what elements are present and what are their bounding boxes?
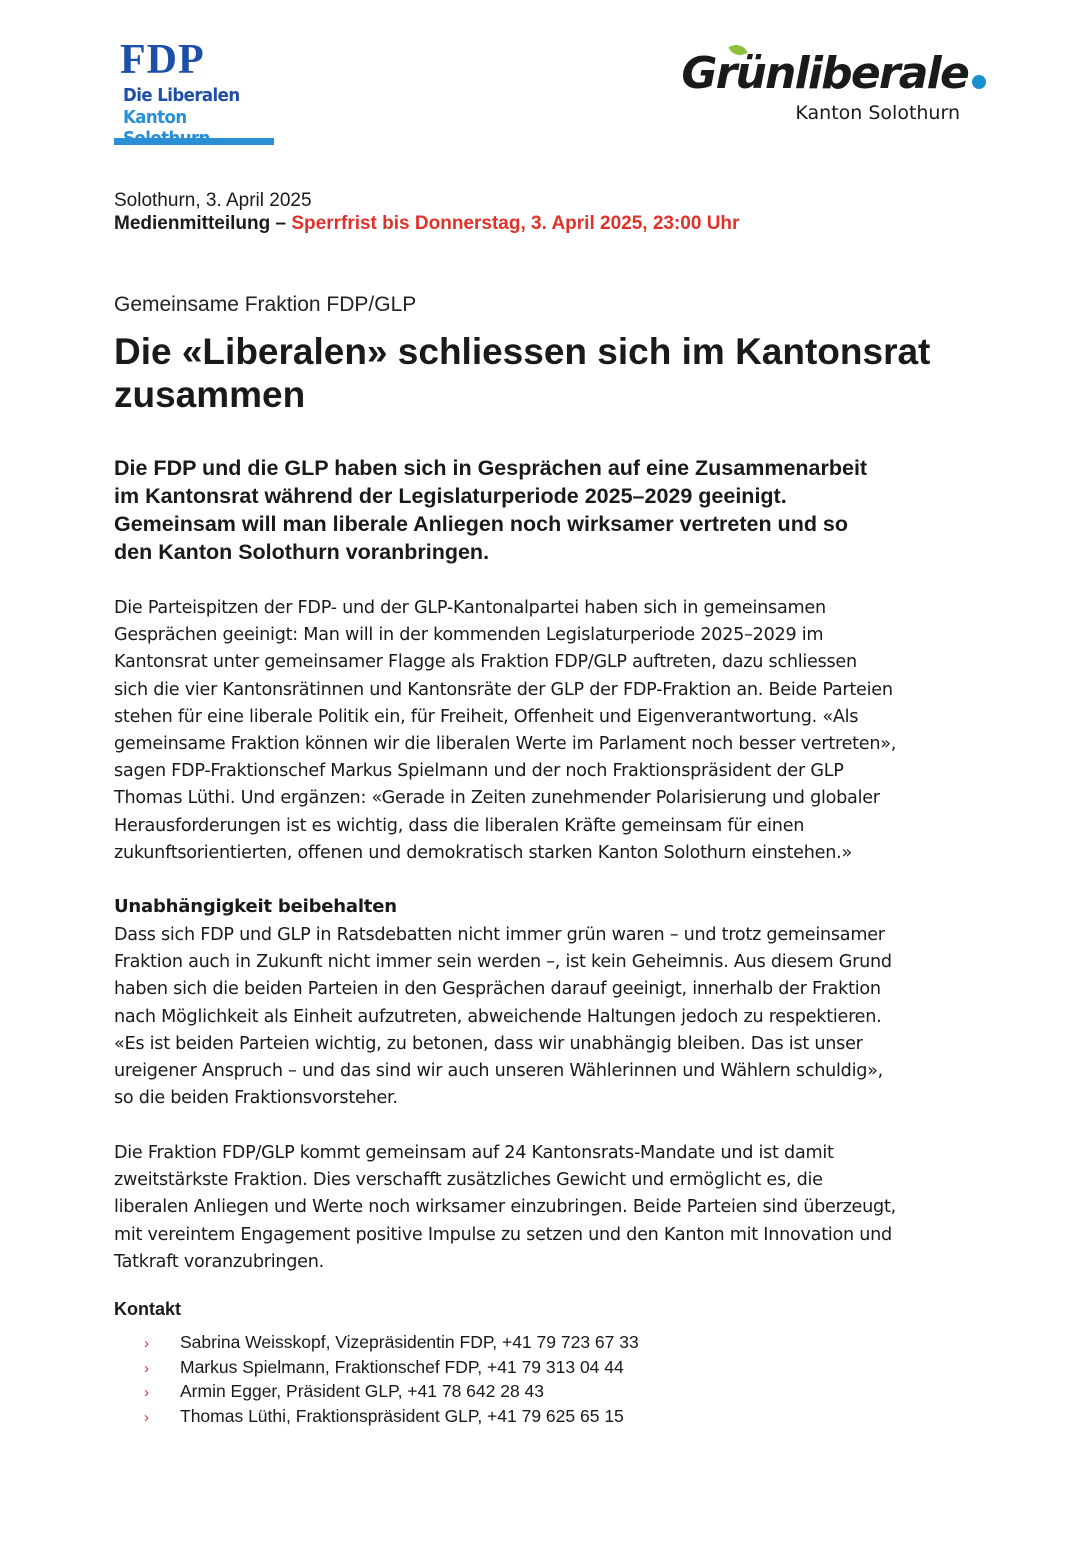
- section-subheading: Unabhängigkeit beibehalten: [114, 896, 397, 917]
- dot-icon: [972, 75, 986, 89]
- headline-line: Die «Liberalen» schliessen sich im Kantonsrat: [114, 331, 931, 372]
- text-line: Tatkraft voranzubringen.: [114, 1251, 324, 1272]
- contact-text: Markus Spielmann, Fraktionschef FDP, +41 79 313 04 44: [180, 1356, 624, 1377]
- chevron-right-icon: ›: [144, 1335, 149, 1352]
- release-type-line: [114, 213, 739, 235]
- glp-logo-wordmark: Grünliberale: [681, 48, 968, 99]
- kicker: Gemeinsame Fraktion FDP/GLP: [114, 293, 417, 316]
- text-line: Thomas Lüthi. Und ergänzen: «Gerade in Zeiten zunehmender Polarisierung und globaler: [114, 788, 880, 809]
- chevron-right-icon: ›: [144, 1359, 149, 1377]
- fdp-logo: [114, 37, 276, 150]
- contact-item: [144, 1356, 639, 1381]
- text-line: zweitstärkste Fraktion. Dies verschafft zusätzliches Gewicht und ermöglicht es, die: [114, 1170, 823, 1191]
- text-line: stehen für eine liberale Politik ein, für Freiheit, Offenheit und Eigenverantwortung. «Als: [114, 706, 859, 727]
- text-line: ureigener Anspruch – und das sind wir auch unseren Wählerinnen und Wählern schuldig»,: [114, 1061, 884, 1082]
- lead-paragraph: [114, 454, 994, 566]
- text-line: liberalen Anliegen und Werte noch wirksamer einzubringen. Beide Parteien sind überzeugt,: [114, 1197, 896, 1218]
- text-line: Fraktion auch in Zukunft nicht immer sein werden –, ist kein Geheimnis. Aus diesem Grund: [114, 952, 892, 973]
- fdp-logo-wordmark: FDP: [120, 37, 205, 83]
- text-line: zukunftsorientierten, offenen und demokratisch starken Kanton Solothurn einstehen.»: [114, 842, 852, 863]
- body-paragraph-3: [114, 1140, 994, 1276]
- fdp-logo-line1: Die Liberalen: [123, 85, 240, 106]
- contact-text: Armin Egger, Präsident GLP, +41 78 642 28 43: [180, 1381, 545, 1402]
- chevron-right-icon: ›: [144, 1409, 149, 1427]
- headline-line: zusammen: [114, 374, 306, 415]
- release-type-label: Medienmitteilung –: [114, 213, 292, 234]
- glp-logo: [656, 44, 986, 134]
- text-line: Dass sich FDP und GLP in Ratsdebatten nicht immer grün waren – und trotz gemeinsamer: [114, 925, 885, 945]
- text-line: «Es ist beiden Parteien wichtig, zu betonen, dass wir unabhängig bleiben. Das ist unser: [114, 1033, 863, 1054]
- dateline: Solothurn, 3. April 2025: [114, 190, 312, 211]
- lead-line: Die FDP und die GLP haben sich in Gesprächen auf eine Zusammenarbeit: [114, 456, 868, 480]
- lead-line: im Kantonsrat während der Legislaturperiode 2025–2029 geeinigt.: [114, 484, 787, 508]
- text-line: gemeinsame Fraktion können wir die liberalen Werte im Parlament noch besser vertreten»,: [114, 734, 897, 755]
- fdp-logo-line2: Kanton: [123, 107, 187, 128]
- text-line: so die beiden Fraktionsvorsteher.: [114, 1088, 398, 1109]
- text-line: Herausforderungen ist es wichtig, dass die liberalen Kräfte gemeinsam für einen: [114, 815, 805, 836]
- body-paragraph-1: [114, 595, 994, 867]
- text-line: Die Parteispitzen der FDP- und der GLP-Kantonalpartei haben sich in gemeinsamen: [114, 598, 826, 618]
- contact-item: [144, 1405, 639, 1430]
- chevron-right-icon: ›: [144, 1384, 149, 1402]
- text-line: sagen FDP-Fraktionschef Markus Spielmann und der noch Fraktionspräsident der GLP: [114, 761, 844, 782]
- lead-line: den Kanton Solothurn voranbringen.: [114, 540, 490, 564]
- lead-line: Gemeinsam will man liberale Anliegen noch wirksamer vertreten und so: [114, 512, 849, 536]
- headline: [114, 330, 994, 416]
- fdp-logo-underline: [114, 138, 274, 145]
- contact-text: Sabrina Weisskopf, Vizepräsidentin FDP, +41 79 723 67 33: [180, 1332, 639, 1352]
- text-line: nach Möglichkeit als Einheit aufzutreten, abweichende Haltungen jedoch zu respektieren.: [114, 1006, 882, 1027]
- embargo-notice: Sperrfrist bis Donnerstag, 3. April 2025, 23:00 Uhr: [291, 213, 740, 234]
- contact-text: Thomas Lüthi, Fraktionspräsident GLP, +41 79 625 65 15: [180, 1406, 624, 1427]
- contact-item: [144, 1331, 639, 1356]
- text-line: Die Fraktion FDP/GLP kommt gemeinsam auf 24 Kantonsrats-Mandate und ist damit: [114, 1143, 834, 1163]
- text-line: Kantonsrat unter gemeinsamer Flagge als Fraktion FDP/GLP auftreten, dazu schliessen: [114, 652, 857, 673]
- contact-list: [144, 1331, 639, 1430]
- text-line: Gesprächen geeinigt: Man will in der kommenden Legislaturperiode 2025–2029 im: [114, 625, 824, 646]
- glp-logo-subtitle: Kanton Solothurn: [795, 102, 960, 124]
- text-line: mit vereintem Engagement positive Impulse zu setzen und den Kanton mit Innovation und: [114, 1224, 892, 1245]
- contact-item: [144, 1380, 639, 1405]
- text-line: sich die vier Kantonsrätinnen und Kantonsräte der GLP der FDP-Fraktion an. Beide Parteien: [114, 679, 893, 700]
- contact-title: Kontakt: [114, 1299, 181, 1319]
- body-paragraph-2: [114, 922, 994, 1112]
- text-line: haben sich die beiden Parteien in den Gesprächen darauf geeinigt, innerhalb der Fraktion: [114, 979, 881, 1000]
